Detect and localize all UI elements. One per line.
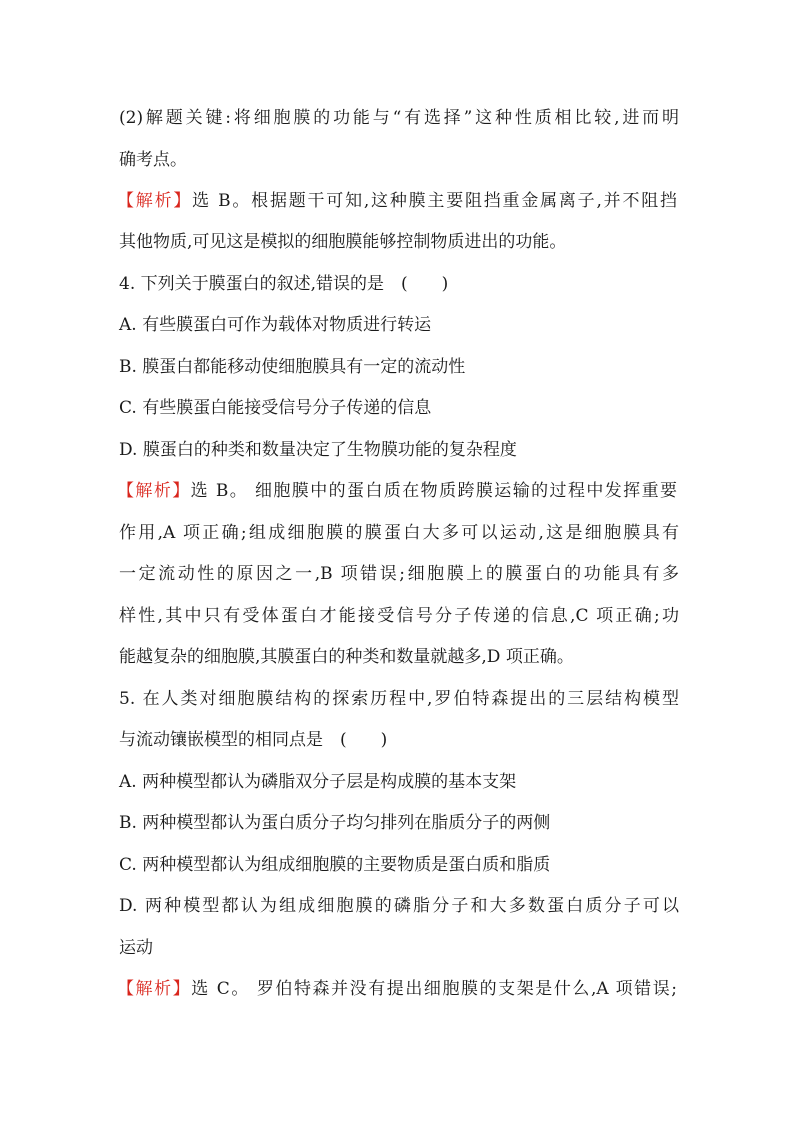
analysis-tag: 【解析】 [117, 191, 193, 211]
text-line: 能越复杂的细胞膜,其膜蛋白的种类和数量就越多,D 项正确。 [119, 647, 574, 667]
q5-option-a: A. 两种模型都认为磷脂双分子层是构成膜的基本支架 [119, 772, 517, 792]
q5-option-d: D. 两种模型都认为组成细胞膜的磷脂分子和大多数蛋白质分子可以 [119, 896, 679, 916]
text-line: 样性,其中只有受体蛋白才能接受信号分子传递的信息,C 项正确;功 [119, 606, 679, 626]
q4-option-b: B. 膜蛋白都能移动使细胞膜具有一定的流动性 [119, 357, 466, 377]
question-4-stem: 4. 下列关于膜蛋白的叙述,错误的是 ( ) [119, 274, 449, 294]
q4-option-d: D. 膜蛋白的种类和数量决定了生物膜功能的复杂程度 [119, 440, 517, 460]
text-line: 确考点。 [119, 150, 187, 170]
q5-option-d-cont: 运动 [119, 938, 153, 958]
text-line: 一定流动性的原因之一,B 项错误;细胞膜上的膜蛋白的功能具有多 [119, 564, 679, 584]
text-line: 作用,A 项正确;组成细胞膜的膜蛋白大多可以运动,这是细胞膜具有 [119, 523, 679, 543]
analysis-tag: 【解析】 [117, 481, 191, 501]
analysis-tag: 【解析】 [117, 979, 192, 999]
text-line: (2)解题关键:将细胞膜的功能与“有选择”这种性质相比较,进而明 [119, 108, 679, 128]
analysis-line: 【解析】选 C。 罗伯特森并没有提出细胞膜的支架是什么,A 项错误; [117, 979, 677, 999]
question-5-stem: 5. 在人类对细胞膜结构的探索历程中,罗伯特森提出的三层结构模型 [119, 689, 679, 709]
q5-option-c: C. 两种模型都认为组成细胞膜的主要物质是蛋白质和脂质 [119, 855, 551, 875]
q4-option-a: A. 有些膜蛋白可作为载体对物质进行转运 [119, 315, 432, 335]
q4-option-c: C. 有些膜蛋白能接受信号分子传递的信息 [119, 398, 432, 418]
question-5-stem-cont: 与流动镶嵌模型的相同点是 ( ) [119, 730, 388, 750]
analysis-line: 【解析】选 B。根据题干可知,这种膜主要阻挡重金属离子,并不阻挡 [117, 191, 678, 211]
analysis-line: 【解析】选 B。 细胞膜中的蛋白质在物质跨膜运输的过程中发挥重要 [117, 481, 677, 501]
text-line: 其他物质,可见这是模拟的细胞膜能够控制物质进出的功能。 [119, 232, 567, 252]
q5-option-b: B. 两种模型都认为蛋白质分子均匀排列在脂质分子的两侧 [119, 813, 551, 833]
